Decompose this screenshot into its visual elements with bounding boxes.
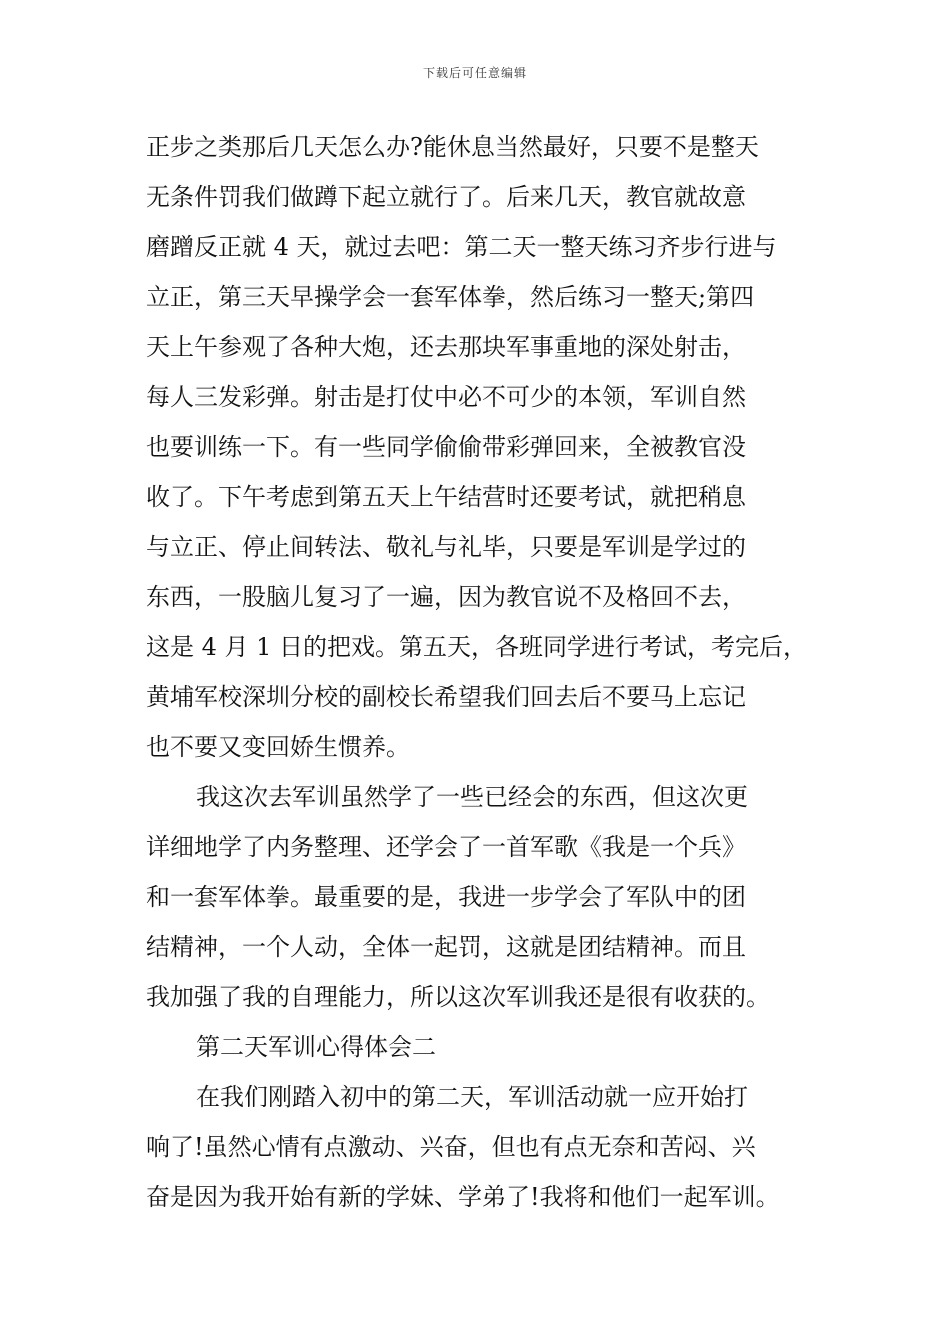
text-line: 和一套军体拳。最重要的是，我进一步学会了军队中的团: [146, 883, 746, 911]
text-line: 详细地学了内务整理、还学会了一首军歌《我是一个兵》: [146, 833, 746, 861]
text-line: 也不要又变回娇生惯养。: [146, 733, 410, 761]
text-line: 收了。下午考虑到第五天上午结营时还要考试，就把稍息: [146, 483, 746, 511]
page-header: 下载后可任意编辑: [422, 66, 527, 80]
paragraph-first-line: 在我们刚踏入初中的第二天，军训活动就一应开始打: [196, 1083, 748, 1111]
text-line: 磨蹭反正就 4 天，就过去吧：第二天一整天练习齐步行进与: [146, 233, 777, 261]
text-line: 与立正、停止间转法、敬礼与礼毕，只要是军训是学过的: [146, 533, 746, 561]
text-line: 立正，第三天早操学会一套军体拳，然后练习一整天;第四: [146, 283, 755, 311]
document-body: [146, 122, 836, 1222]
text-line: 每人三发彩弹。射击是打仗中必不可少的本领，军训自然: [146, 383, 746, 411]
text-line: 我加强了我的自理能力，所以这次军训我还是很有收获的。: [146, 983, 770, 1011]
text-line: 正步之类那后几天怎么办?能休息当然最好，只要不是整天: [146, 133, 759, 161]
text-line: 结精神，一个人动，全体一起罚，这就是团结精神。而且: [146, 933, 746, 961]
text-line: 天上午参观了各种大炮，还去那块军事重地的深处射击，: [146, 333, 746, 361]
text-line: 东西，一股脑儿复习了一遍，因为教官说不及格回不去，: [146, 583, 746, 611]
text-line: 也要训练一下。有一些同学偷偷带彩弹回来，全被教官没: [146, 433, 746, 461]
text-line: 这是 4 月 1 日的把戏。第五天，各班同学进行考试，考完后，: [146, 633, 808, 661]
text-line: 黄埔军校深圳分校的副校长希望我们回去后不要马上忘记: [146, 683, 746, 711]
text-line: 响了!虽然心情有点激动、兴奋，但也有点无奈和苦闷、兴: [146, 1133, 756, 1161]
text-line: 无条件罚我们做蹲下起立就行了。后来几天，教官就故意: [146, 183, 746, 211]
text-line: 奋是因为我开始有新的学妹、学弟了!我将和他们一起军训。: [146, 1183, 780, 1211]
section-heading: 第二天军训心得体会二: [196, 1033, 436, 1061]
paragraph-first-line: 我这次去军训虽然学了一些已经会的东西，但这次更: [196, 783, 748, 811]
